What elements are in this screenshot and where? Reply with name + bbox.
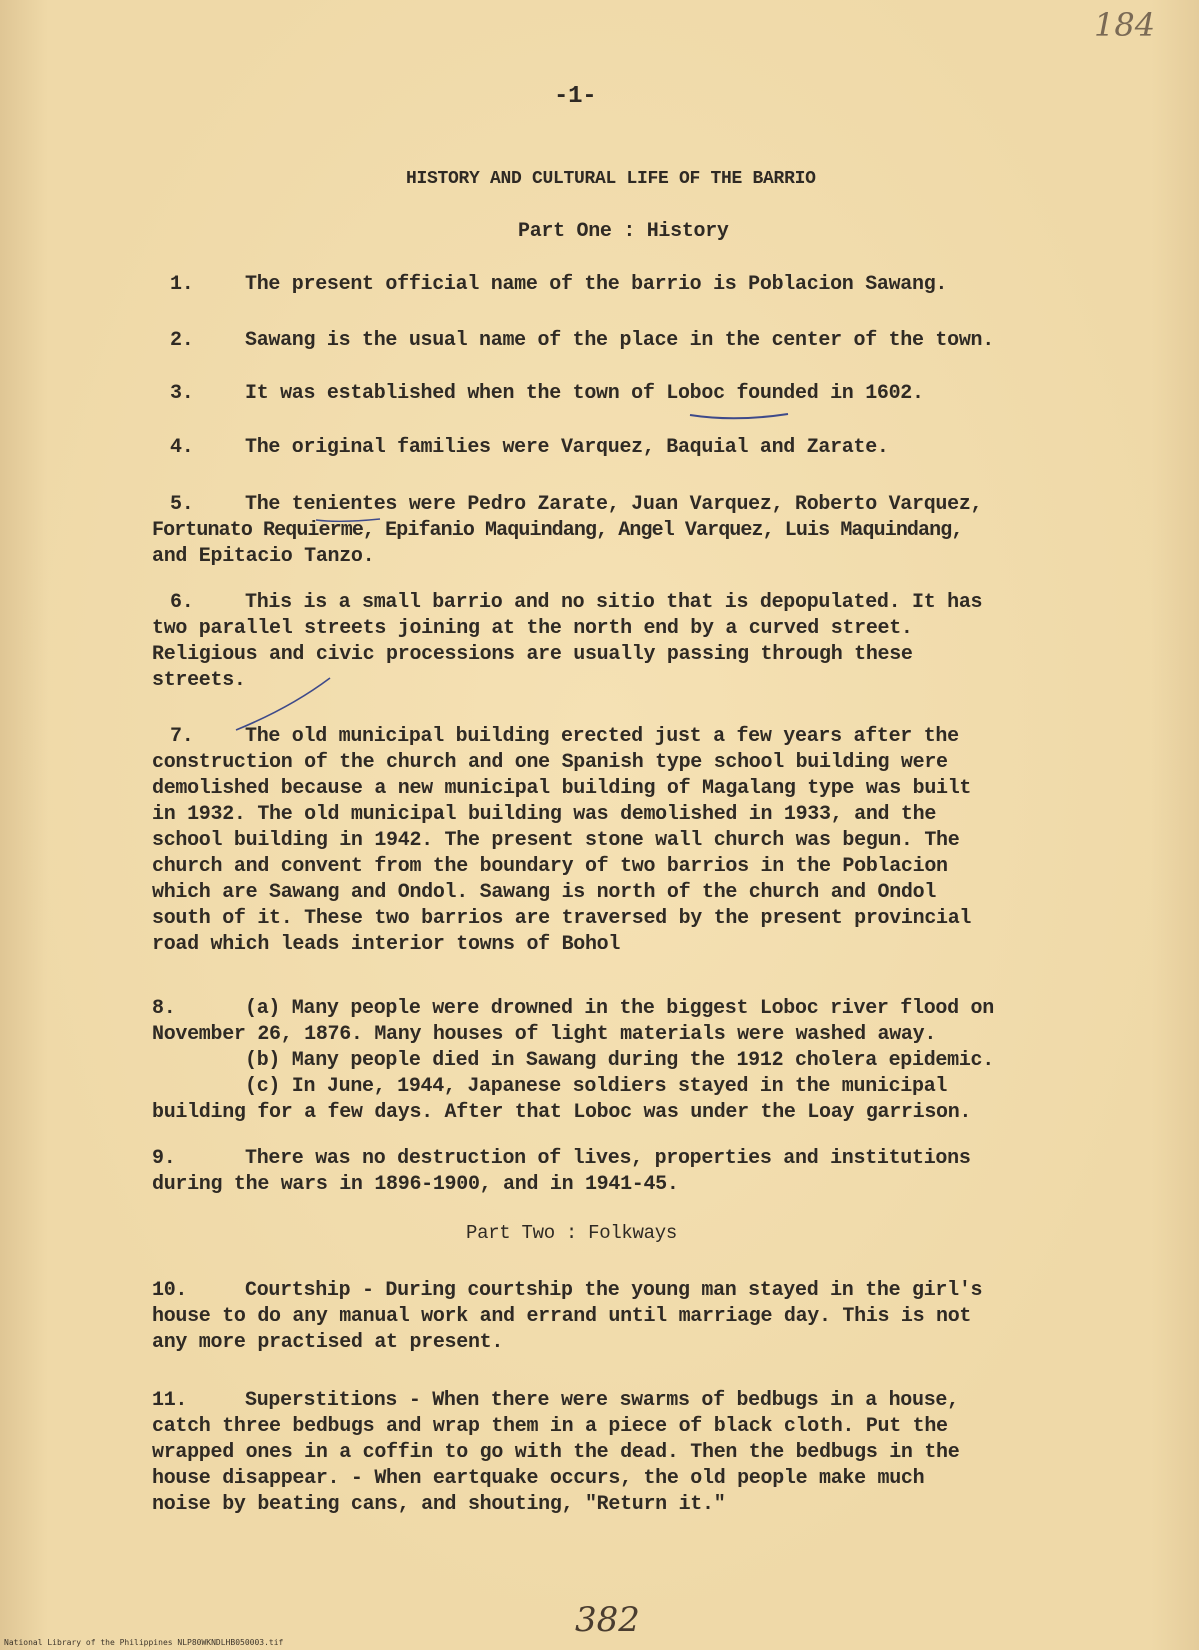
pen-slash-mark [236,678,330,730]
item-line: Courtship - During courtship the young man stayed in the girl's [245,1279,983,1302]
section-heading-part-two: Part Two : Folkways [466,1222,677,1244]
item-number: 2. [170,329,194,352]
item-line: which are Sawang and Ondol. Sawang is north of the church and Ondol [152,881,937,904]
item-line: church and convent from the boundary of two barrios in the Poblacion [152,855,948,878]
item-line: (c) In June, 1944, Japanese soldiers stayed in the municipal [245,1075,948,1098]
item-number: 11. [152,1389,188,1412]
item-line: Sawang is the usual name of the place in the center of the town. [245,329,994,352]
item-number: 5. [170,493,194,516]
item-line: noise by beating cans, and shouting, "Return it." [152,1493,726,1516]
item-number: 4. [170,436,194,459]
item-line: demolished because a new municipal building of Magalang type was built [152,777,972,800]
item-line: wrapped ones in a coffin to go with the dead. Then the bedbugs in the [152,1441,960,1464]
item-line: house to do any manual work and errand until marriage day. This is not [152,1305,972,1328]
handwritten-page-ref-bottom: 382 [575,1600,640,1640]
item-line: The old municipal building erected just a few years after the [245,725,959,748]
item-line: in 1932. The old municipal building was demolished in 1933, and the [152,803,937,826]
item-line: The original families were Varquez, Baquial and Zarate. [245,436,889,459]
item-number: 3. [170,382,194,405]
item-line: south of it. These two barrios are traversed by the present provincial [152,907,972,930]
item-line: The tenientes were Pedro Zarate, Juan Varquez, Roberto Varquez, [245,493,983,516]
item-line: This is a small barrio and no sitio that is depopulated. It has [245,591,983,614]
pen-underline-mark [690,414,788,418]
item-line: construction of the church and one Spanish type school building were [152,751,948,774]
page-number: -1- [554,83,597,110]
item-line: during the wars in 1896-1900, and in 1941-45. [152,1173,679,1196]
item-line: Fortunato Requierme, Epifanio Maquindang, Angel Varquez, Luis Maquindang, [152,519,963,542]
item-number: 10. [152,1279,188,1302]
item-number: 8. [152,997,176,1020]
item-line: building for a few days. After that Loboc was under the Loay garrison. [152,1101,972,1124]
item-line: and Epitacio Tanzo. [152,545,375,568]
item-line: There was no destruction of lives, properties and institutions [245,1147,971,1170]
item-line: school building in 1942. The present stone wall church was begun. The [152,829,960,852]
item-line: two parallel streets joining at the north end by a curved street. [152,617,913,640]
item-line: (a) Many people were drowned in the biggest Loboc river flood on [245,997,994,1020]
archive-footer: National Library of the Philippines NLP80WKNDLHB050003.tif [4,1638,284,1647]
item-line: November 26, 1876. Many houses of light materials were washed away. [152,1023,937,1046]
pen-strike-mark [316,519,380,521]
item-line: house disappear. - When eartquake occurs, the old people make much [152,1467,925,1490]
item-line: any more practised at present. [152,1331,504,1354]
section-heading-part-one: Part One : History [518,220,729,243]
item-number: 7. [170,725,194,748]
document-title: HISTORY AND CULTURAL LIFE OF THE BARRIO [406,169,816,189]
item-line: Superstitions - When there were swarms of bedbugs in a house, [245,1389,959,1412]
item-number: 1. [170,273,194,296]
item-line: road which leads interior towns of Bohol [152,933,621,956]
item-line: (b) Many people died in Sawang during the 1912 cholera epidemic. [245,1049,994,1072]
item-number: 9. [152,1147,176,1170]
item-line: The present official name of the barrio is Poblacion Sawang. [245,273,948,296]
item-line: streets. [152,669,246,692]
item-line: It was established when the town of Loboc founded in 1602. [245,382,924,405]
item-number: 6. [170,591,194,614]
item-line: Religious and civic processions are usually passing through these [152,643,913,666]
item-line: catch three bedbugs and wrap them in a piece of black cloth. Put the [152,1415,948,1438]
handwritten-page-ref-top: 184 [1094,6,1156,44]
